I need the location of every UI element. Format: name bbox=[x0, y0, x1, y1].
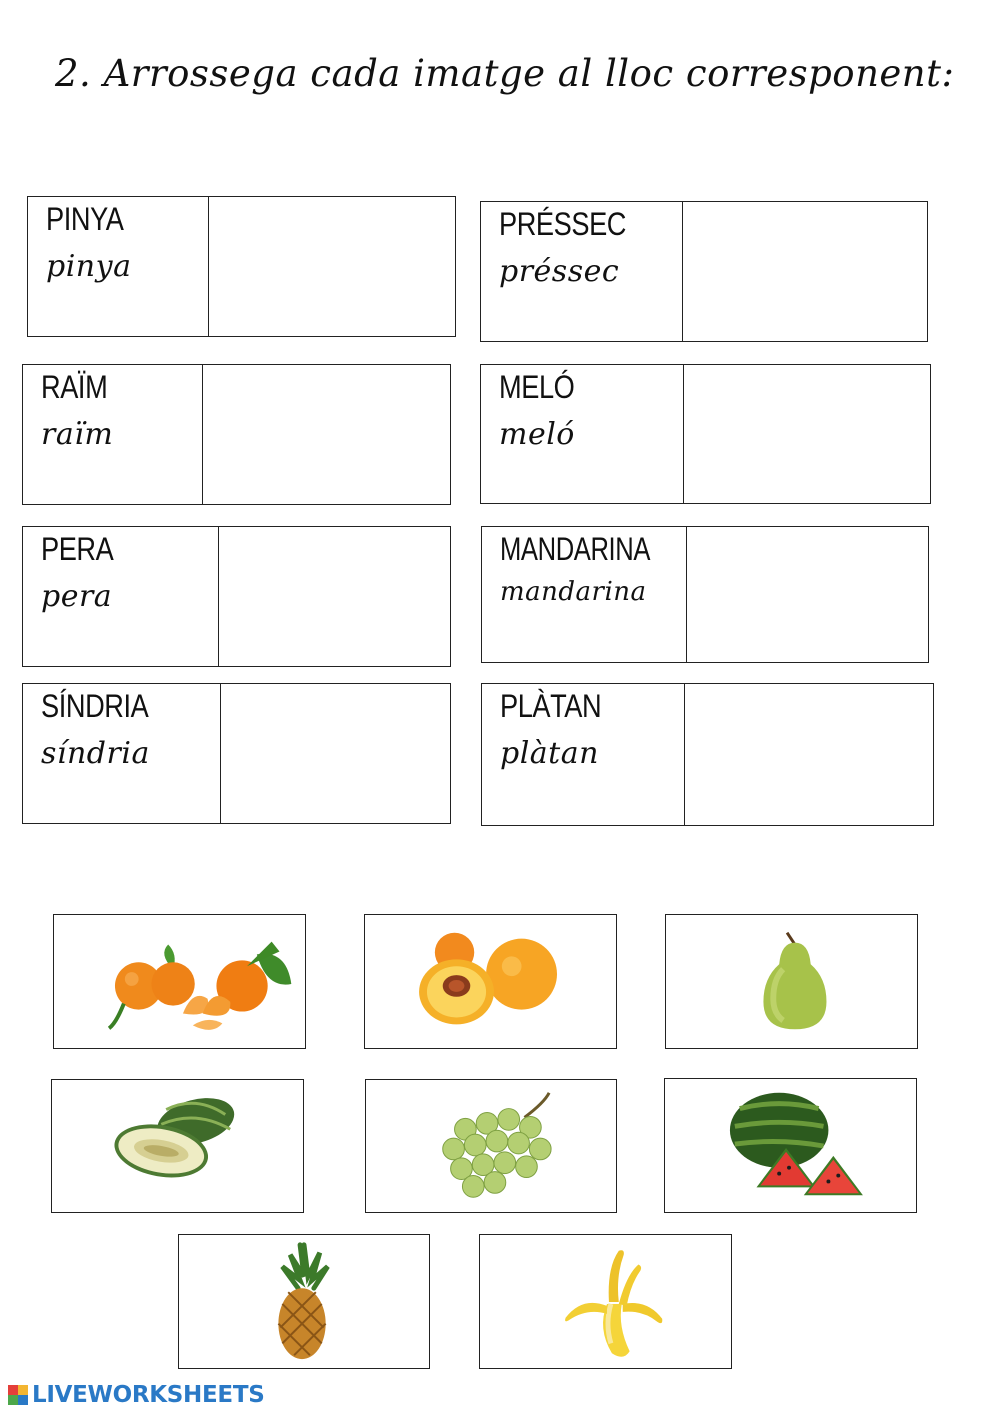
instruction-title: 2. Arrossega cada imatge al lloc corresponent: bbox=[55, 52, 955, 95]
tile-pineapple[interactable] bbox=[178, 1234, 430, 1369]
word-cursive: pinya bbox=[46, 249, 132, 284]
tile-peach[interactable] bbox=[364, 914, 617, 1049]
tile-banana[interactable] bbox=[479, 1234, 732, 1369]
watermelon-icon bbox=[665, 1079, 916, 1212]
card-label bbox=[23, 527, 219, 666]
tile-pear[interactable] bbox=[665, 914, 918, 1049]
word-uppercase: SÍNDRIA bbox=[41, 688, 149, 724]
word-cursive: raïm bbox=[41, 417, 114, 452]
word-uppercase: PINYA bbox=[46, 201, 124, 237]
word-uppercase: RAÏM bbox=[41, 369, 108, 405]
logo-grid-icon bbox=[8, 1385, 28, 1405]
word-cursive: pera bbox=[41, 579, 113, 614]
card-melo bbox=[480, 364, 931, 504]
card-label bbox=[482, 684, 685, 825]
word-uppercase: PERA bbox=[41, 531, 114, 567]
word-uppercase: PRÉSSEC bbox=[499, 206, 627, 242]
pear-icon bbox=[666, 915, 917, 1048]
drop-zone[interactable] bbox=[220, 684, 450, 823]
card-pera bbox=[22, 526, 451, 667]
banana-icon bbox=[480, 1235, 731, 1368]
drop-zone[interactable] bbox=[686, 527, 928, 662]
mandarin-icon bbox=[54, 915, 305, 1048]
grapes-icon bbox=[366, 1080, 616, 1212]
card-label bbox=[23, 365, 203, 504]
card-raim bbox=[22, 364, 451, 505]
word-cursive: meló bbox=[499, 417, 575, 452]
drop-zone[interactable] bbox=[202, 365, 450, 504]
card-pinya bbox=[27, 196, 456, 337]
tile-mandarin[interactable] bbox=[53, 914, 306, 1049]
card-sindria bbox=[22, 683, 451, 824]
pineapple-icon bbox=[179, 1235, 429, 1368]
tile-melon[interactable] bbox=[51, 1079, 304, 1213]
card-label bbox=[482, 527, 687, 662]
card-label bbox=[481, 202, 683, 341]
drop-zone[interactable] bbox=[684, 684, 933, 825]
word-uppercase: MANDARINA bbox=[500, 531, 651, 567]
word-uppercase: PLÀTAN bbox=[500, 688, 602, 724]
drop-zone[interactable] bbox=[683, 365, 930, 503]
card-label bbox=[481, 365, 684, 503]
card-mandarina bbox=[481, 526, 929, 663]
melon-icon bbox=[52, 1080, 303, 1212]
card-pressec bbox=[480, 201, 928, 342]
tile-watermelon[interactable] bbox=[664, 1078, 917, 1213]
word-cursive: mandarina bbox=[500, 577, 647, 607]
word-cursive: plàtan bbox=[500, 736, 599, 771]
card-platan bbox=[481, 683, 934, 826]
card-label bbox=[23, 684, 221, 823]
word-uppercase: MELÓ bbox=[499, 369, 575, 405]
drop-zone[interactable] bbox=[218, 527, 450, 666]
drop-zone[interactable] bbox=[682, 202, 927, 341]
drop-zone[interactable] bbox=[208, 197, 455, 336]
brand-name: LIVEWORKSHEETS bbox=[32, 1382, 265, 1408]
peach-icon bbox=[365, 915, 616, 1048]
card-label bbox=[28, 197, 209, 336]
liveworksheets-logo bbox=[8, 1378, 264, 1412]
word-cursive: préssec bbox=[499, 254, 620, 289]
tile-grapes[interactable] bbox=[365, 1079, 617, 1213]
word-cursive: síndria bbox=[41, 736, 150, 771]
